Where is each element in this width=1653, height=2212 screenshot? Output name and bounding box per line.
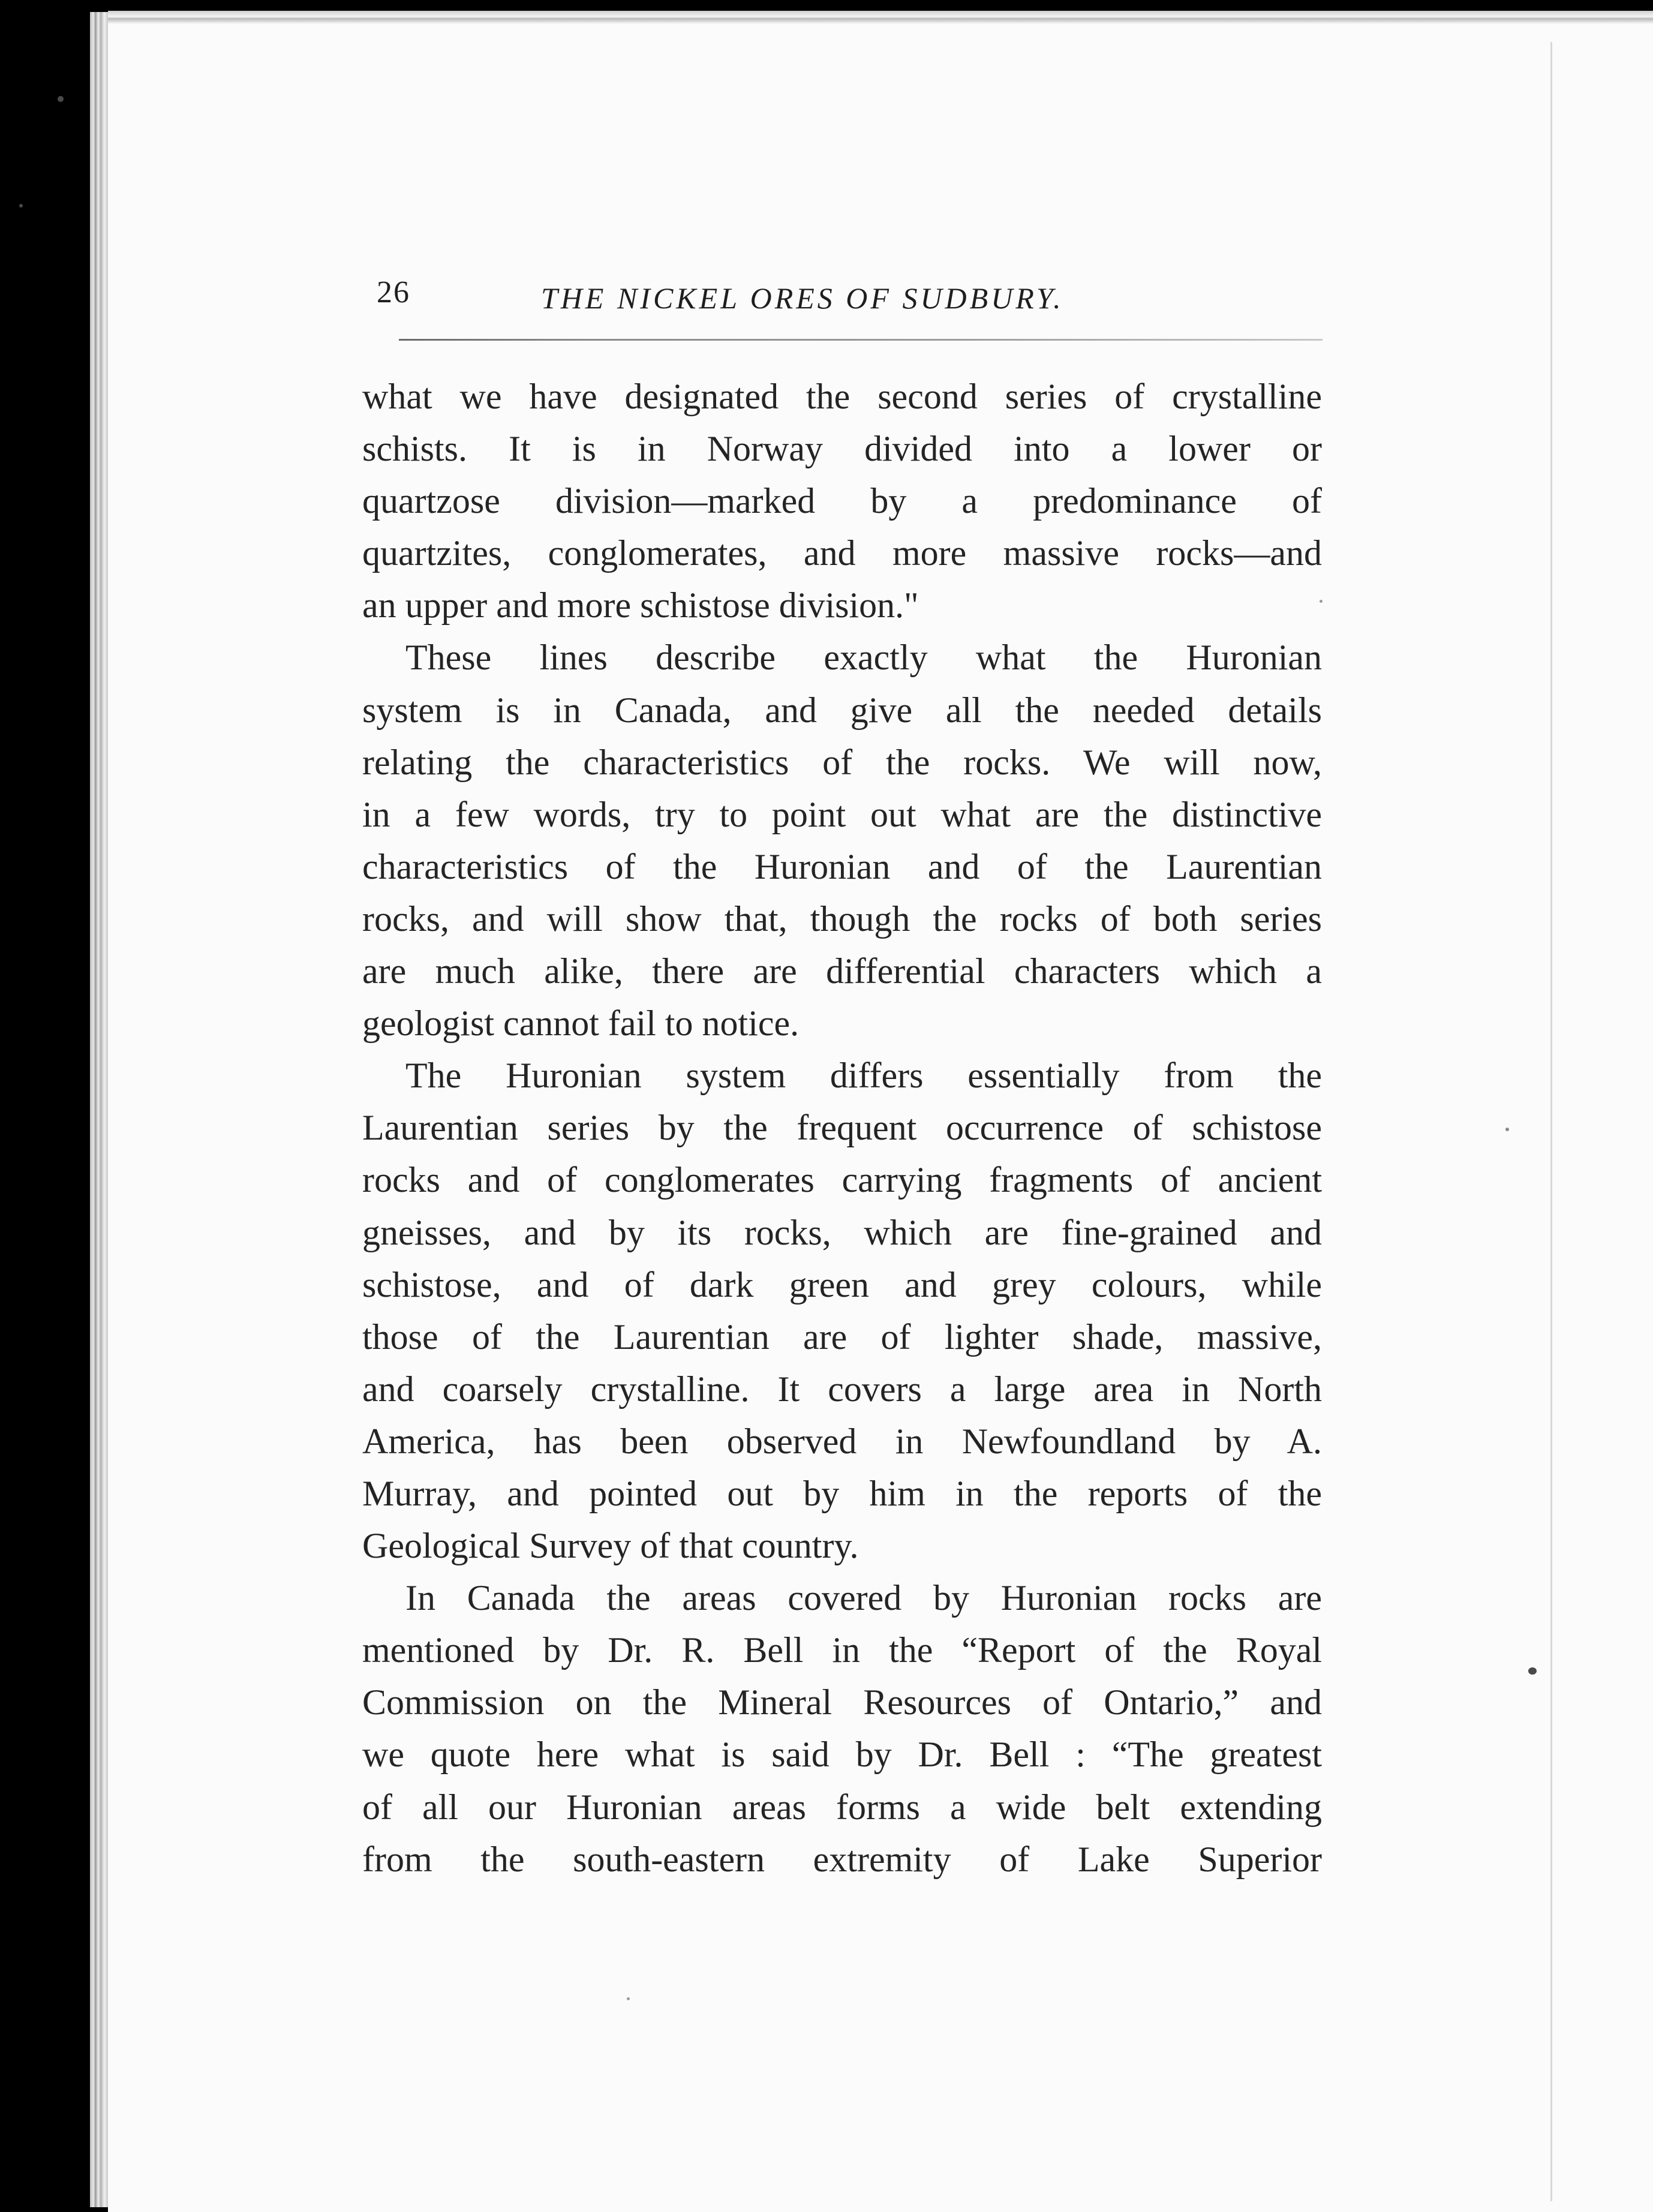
text-line: rocks and of conglomerates carrying fragments of ancient — [362, 1160, 1322, 1200]
paragraph-3 — [362, 1050, 1322, 1572]
text-line: geologist cannot fail to notice. — [362, 1003, 800, 1044]
scan-speck — [1528, 1667, 1537, 1675]
text-line: characteristics of the Huronian and of the Laurentian — [362, 846, 1322, 886]
text-line: relating the characteristics of the rocks. We will now, — [362, 742, 1322, 782]
text-line: and coarsely crystalline. It covers a large area in North — [362, 1369, 1322, 1409]
text-line: Commission on the Mineral Resources of Ontario,” and — [362, 1682, 1322, 1723]
scan-speck — [627, 1997, 630, 2000]
text-line: Geological Survey of that country. — [362, 1526, 859, 1566]
paragraph-1 — [362, 371, 1322, 632]
text-line: quartzites, conglomerates, and more massive rocks—and — [362, 533, 1322, 573]
text-line: schistose, and of dark green and grey colours, while — [362, 1264, 1322, 1305]
text-line: from the south-eastern extremity of Lake Superior — [362, 1839, 1322, 1879]
running-header — [372, 271, 1320, 319]
text-line: of all our Huronian areas forms a wide belt extending — [362, 1787, 1322, 1827]
scan-speck — [1505, 1128, 1509, 1131]
text-line: Laurentian series by the frequent occurrence of schistose — [362, 1108, 1322, 1148]
text-line: schists. It is in Norway divided into a lower or — [362, 429, 1322, 469]
text-line: gneisses, and by its rocks, which are fine-grained and — [362, 1212, 1322, 1252]
right-page-edge — [1550, 42, 1552, 2201]
page-top-edge — [108, 11, 1653, 28]
text-line: America, has been observed in Newfoundland by A. — [362, 1421, 1322, 1461]
text-line: in a few words, try to point out what are the distinctive — [362, 794, 1322, 834]
text-line: In Canada the areas covered by Huronian rocks are — [405, 1578, 1322, 1618]
body-text — [362, 371, 1322, 1886]
text-line: an upper and more schistose division." — [362, 585, 919, 626]
scan-speck — [58, 96, 64, 102]
text-line: those of the Laurentian are of lighter shade, massive, — [362, 1317, 1322, 1357]
paragraph-2 — [362, 632, 1322, 1050]
text-line: quartzose division—marked by a predominance of — [362, 481, 1322, 521]
running-title: THE NICKEL ORES OF SUDBURY. — [541, 281, 1064, 315]
text-line: are much alike, there are differential characters which a — [362, 951, 1322, 991]
text-line: These lines describe exactly what the Huronian — [405, 638, 1322, 678]
text-line: system is in Canada, and give all the needed details — [362, 690, 1322, 730]
text-line: what we have designated the second series of crystalline — [362, 377, 1322, 416]
page-number: 26 — [377, 275, 410, 309]
text-line: The Huronian system differs essentially from the — [405, 1056, 1322, 1096]
text-line: rocks, and will show that, though the rocks of both series — [362, 898, 1322, 939]
text-line: we quote here what is said by Dr. Bell : “The greatest — [362, 1735, 1322, 1775]
text-line: mentioned by Dr. R. Bell in the “Report of the Royal — [362, 1630, 1322, 1670]
scan-speck — [19, 204, 23, 208]
text-line: Murray, and pointed out by him in the reports of the — [362, 1473, 1322, 1513]
header-rule — [399, 339, 1323, 341]
paragraph-4 — [362, 1572, 1322, 1886]
